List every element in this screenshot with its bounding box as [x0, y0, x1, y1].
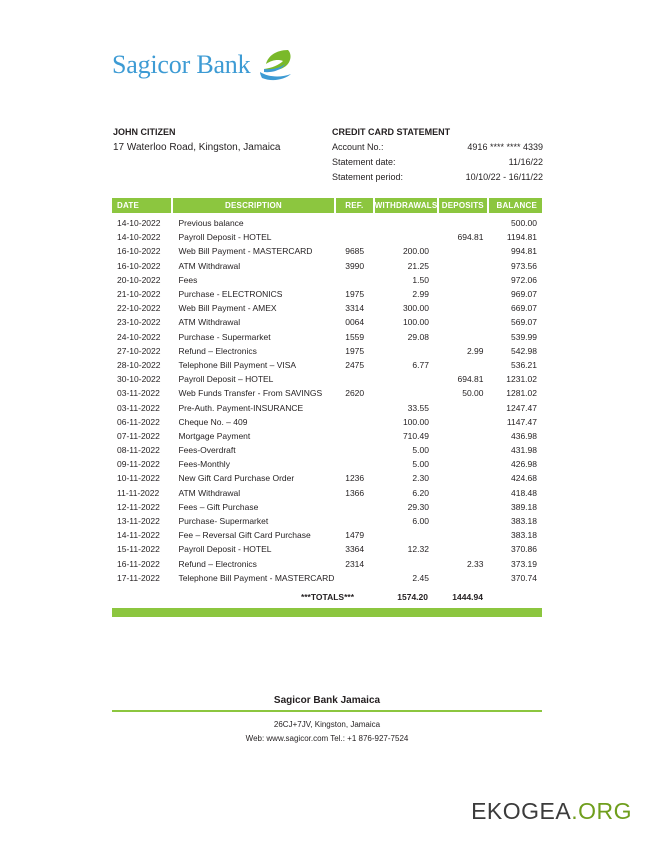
footer-address: 26CJ+7JV, Kingston, Jamaica — [273, 719, 381, 729]
table-row — [112, 429, 542, 443]
cell-description: Purchase - Supermarket — [178, 331, 271, 342]
statement-date-value: 11/16/22 — [508, 157, 543, 167]
cell-balance: 1281.02 — [506, 388, 537, 399]
cell-date: 16-10-2022 — [117, 260, 161, 271]
customer-address: 17 Waterloo Road, Kingston, Jamaica — [113, 142, 281, 153]
column-header-withdrawals: WITHDRAWALS — [375, 198, 437, 213]
table-row — [112, 344, 542, 358]
cell-balance: 418.48 — [511, 487, 537, 498]
cell-balance: 383.18 — [511, 516, 537, 527]
cell-description: ATM Withdrawal — [178, 317, 241, 328]
cell-withdrawals: 100.00 — [402, 317, 429, 328]
cell-date: 14-11-2022 — [117, 530, 160, 541]
page-footer — [112, 695, 542, 746]
cell-description: ATM Withdrawal — [178, 260, 241, 271]
table-row — [112, 400, 542, 414]
cell-withdrawals: 5.00 — [412, 445, 429, 456]
cell-date: 16-11-2022 — [117, 558, 160, 569]
cell-description: Web Bill Payment - MASTERCARD — [178, 246, 313, 257]
customer-name: JOHN CITIZEN — [113, 127, 176, 137]
cell-ref: 1975 — [345, 289, 365, 300]
cell-date: 14-10-2022 — [117, 218, 161, 229]
footer-divider — [112, 710, 542, 712]
cell-description: ATM Withdrawal — [178, 487, 241, 498]
table-row — [112, 273, 542, 287]
table-bottom-accent-bar — [112, 608, 542, 617]
statement-period-row — [332, 170, 543, 185]
cell-balance: 539.99 — [511, 331, 537, 342]
totals-row — [112, 589, 542, 605]
cell-date: 11-11-2022 — [117, 487, 160, 498]
cell-ref: 1975 — [345, 345, 365, 356]
cell-description: Fees-Overdraft — [178, 445, 236, 456]
cell-ref: 3990 — [345, 260, 365, 271]
cell-ref: 3364 — [345, 544, 365, 555]
table-row — [112, 500, 542, 514]
cell-description: Fee – Reversal Gift Card Purchase — [178, 530, 311, 541]
cell-description: Telephone Bill Payment - MASTERCARD — [178, 572, 334, 583]
cell-withdrawals: 200.00 — [402, 246, 429, 257]
cell-ref: 2475 — [345, 359, 365, 370]
bank-logo-text: Sagicor Bank — [112, 50, 251, 79]
cell-date: 20-10-2022 — [117, 274, 161, 285]
cell-balance: 431.98 — [511, 445, 537, 456]
cell-deposits: 694.81 — [457, 232, 484, 243]
cell-ref: 9685 — [345, 246, 365, 257]
cell-description: Payroll Deposit - HOTEL — [178, 544, 272, 555]
cell-withdrawals: 12.32 — [407, 544, 429, 555]
statement-period-label: Statement period: — [332, 172, 404, 182]
cell-balance: 389.18 — [511, 501, 537, 512]
table-header-row — [112, 198, 542, 213]
cell-balance: 994.81 — [511, 246, 537, 257]
cell-balance: 373.19 — [511, 558, 537, 569]
cell-deposits: 50.00 — [462, 388, 484, 399]
table-row — [112, 457, 542, 471]
cell-description: Telephone Bill Payment – VISA — [178, 359, 297, 370]
cell-date: 15-11-2022 — [117, 544, 160, 555]
cell-balance: 383.18 — [511, 530, 537, 541]
table-row — [112, 557, 542, 571]
totals-label: ***TOTALS*** — [300, 591, 354, 602]
cell-withdrawals: 6.00 — [412, 516, 429, 527]
watermark — [471, 798, 632, 825]
cell-date: 10-11-2022 — [117, 473, 160, 484]
table-row — [112, 216, 542, 230]
cell-withdrawals: 21.25 — [407, 260, 429, 271]
transactions-table — [112, 198, 542, 617]
bank-logo — [112, 48, 296, 82]
table-row — [112, 542, 542, 556]
cell-ref: 1559 — [345, 331, 365, 342]
cell-description: Previous balance — [178, 218, 244, 229]
cell-balance: 569.07 — [511, 317, 537, 328]
statement-date-label: Statement date: — [332, 157, 396, 167]
cell-description: Web Funds Transfer - From SAVINGS — [178, 388, 323, 399]
cell-balance: 542.98 — [511, 345, 537, 356]
table-row — [112, 244, 542, 258]
footer-contact: Web: www.sagicor.com Tel.: +1 876-927-7524 — [245, 733, 409, 743]
cell-description: Purchase- Supermarket — [178, 516, 269, 527]
cell-withdrawals: 710.49 — [402, 430, 429, 441]
cell-withdrawals: 5.00 — [412, 459, 429, 470]
cell-description: Payroll Deposit - HOTEL — [178, 232, 272, 243]
table-row — [112, 301, 542, 315]
statement-title: CREDIT CARD STATEMENT — [332, 127, 451, 137]
cell-date: 06-11-2022 — [117, 416, 160, 427]
cell-ref: 1236 — [345, 473, 365, 484]
statement-info — [332, 125, 543, 185]
cell-balance: 969.07 — [511, 289, 537, 300]
cell-withdrawals: 1.50 — [412, 274, 429, 285]
cell-balance: 1194.81 — [506, 232, 537, 243]
cell-date: 08-11-2022 — [117, 445, 160, 456]
column-header-description: DESCRIPTION — [173, 198, 333, 213]
table-row — [112, 415, 542, 429]
cell-description: Pre-Auth. Payment-INSURANCE — [178, 402, 304, 413]
cell-date: 16-10-2022 — [117, 246, 161, 257]
cell-withdrawals: 2.99 — [412, 289, 429, 300]
table-row — [112, 259, 542, 273]
cell-description: Web Bill Payment - AMEX — [178, 303, 277, 314]
table-row — [112, 287, 542, 301]
cell-description: Fees — [178, 274, 198, 285]
cell-balance: 1147.47 — [506, 416, 537, 427]
cell-balance: 500.00 — [511, 218, 537, 229]
table-row — [112, 230, 542, 244]
cell-balance: 1247.47 — [506, 402, 537, 413]
cell-date: 12-11-2022 — [117, 501, 160, 512]
table-row — [112, 315, 542, 329]
cell-description: Refund – Electronics — [178, 558, 257, 569]
cell-withdrawals: 2.30 — [412, 473, 429, 484]
cell-balance: 972.06 — [511, 274, 537, 285]
cell-ref: 2620 — [345, 388, 365, 399]
table-row — [112, 386, 542, 400]
statement-date-row — [332, 155, 543, 170]
table-row — [112, 528, 542, 542]
cell-balance: 669.07 — [511, 303, 537, 314]
cell-description: Mortgage Payment — [178, 430, 251, 441]
cell-date: 30-10-2022 — [117, 374, 161, 385]
cell-deposits: 2.99 — [466, 345, 484, 356]
cell-date: 21-10-2022 — [117, 289, 161, 300]
cell-deposits: 2.33 — [466, 558, 484, 569]
cell-deposits: 694.81 — [457, 374, 484, 385]
cell-ref: 1366 — [345, 487, 365, 498]
account-label: Account No.: — [332, 142, 384, 152]
cell-balance: 370.86 — [511, 544, 537, 555]
totals-deposits: 1444.94 — [452, 591, 483, 602]
cell-withdrawals: 29.08 — [407, 331, 429, 342]
table-row — [112, 486, 542, 500]
cell-balance: 436.98 — [511, 430, 537, 441]
cell-date: 24-10-2022 — [117, 331, 161, 342]
cell-date: 09-11-2022 — [117, 459, 160, 470]
cell-description: Fees-Monthly — [178, 459, 230, 470]
table-row — [112, 443, 542, 457]
account-value: 4916 **** **** 4339 — [467, 142, 543, 152]
cell-date: 13-11-2022 — [117, 516, 160, 527]
cell-description: Cheque No. – 409 — [178, 416, 248, 427]
cell-description: Fees – Gift Purchase — [178, 501, 259, 512]
cell-ref: 1479 — [345, 530, 365, 541]
watermark-name: EKOGEA — [471, 798, 572, 824]
cell-date: 03-11-2022 — [117, 388, 160, 399]
cell-ref: 0064 — [345, 317, 365, 328]
cell-description: Payroll Deposit – HOTEL — [178, 374, 274, 385]
column-header-deposits: DEPOSITS — [439, 198, 486, 213]
cell-date: 22-10-2022 — [117, 303, 161, 314]
table-row — [112, 471, 542, 485]
cell-balance: 973.56 — [511, 260, 537, 271]
cell-withdrawals: 300.00 — [402, 303, 429, 314]
cell-balance: 536.21 — [511, 359, 537, 370]
customer-info — [113, 125, 328, 155]
cell-balance: 426.98 — [511, 459, 537, 470]
statement-period-value: 10/10/22 - 16/11/22 — [465, 172, 543, 182]
cell-withdrawals: 2.45 — [412, 572, 429, 583]
cell-withdrawals: 6.77 — [412, 359, 429, 370]
cell-description: Purchase - ELECTRONICS — [178, 289, 283, 300]
table-body — [112, 216, 542, 585]
column-header-ref: REF. — [336, 198, 374, 213]
cell-date: 07-11-2022 — [117, 430, 160, 441]
cell-date: 14-10-2022 — [117, 232, 161, 243]
cell-date: 17-11-2022 — [117, 572, 160, 583]
cell-description: Refund – Electronics — [178, 345, 257, 356]
cell-date: 23-10-2022 — [117, 317, 161, 328]
cell-withdrawals: 6.20 — [412, 487, 429, 498]
cell-date: 03-11-2022 — [117, 402, 160, 413]
cell-withdrawals: 100.00 — [402, 416, 429, 427]
cell-balance: 1231.02 — [506, 374, 537, 385]
cell-ref: 3314 — [345, 303, 365, 314]
column-header-balance: BALANCE — [489, 198, 542, 213]
table-row — [112, 514, 542, 528]
cell-withdrawals: 29.30 — [407, 501, 429, 512]
footer-bank-name: Sagicor Bank Jamaica — [273, 695, 381, 706]
cell-balance: 370.74 — [511, 572, 537, 583]
sagicor-leaf-icon — [258, 48, 296, 82]
cell-date: 27-10-2022 — [117, 345, 161, 356]
cell-date: 28-10-2022 — [117, 359, 161, 370]
table-row — [112, 372, 542, 386]
table-row — [112, 571, 542, 585]
watermark-tld: .ORG — [571, 798, 632, 824]
table-row — [112, 358, 542, 372]
cell-balance: 424.68 — [511, 473, 537, 484]
column-header-date: DATE — [112, 198, 171, 213]
statement-account-row — [332, 140, 543, 155]
cell-ref: 2314 — [345, 558, 365, 569]
cell-description: New Gift Card Purchase Order — [178, 473, 295, 484]
totals-withdrawals: 1574.20 — [397, 591, 428, 602]
table-row — [112, 330, 542, 344]
cell-withdrawals: 33.55 — [407, 402, 429, 413]
